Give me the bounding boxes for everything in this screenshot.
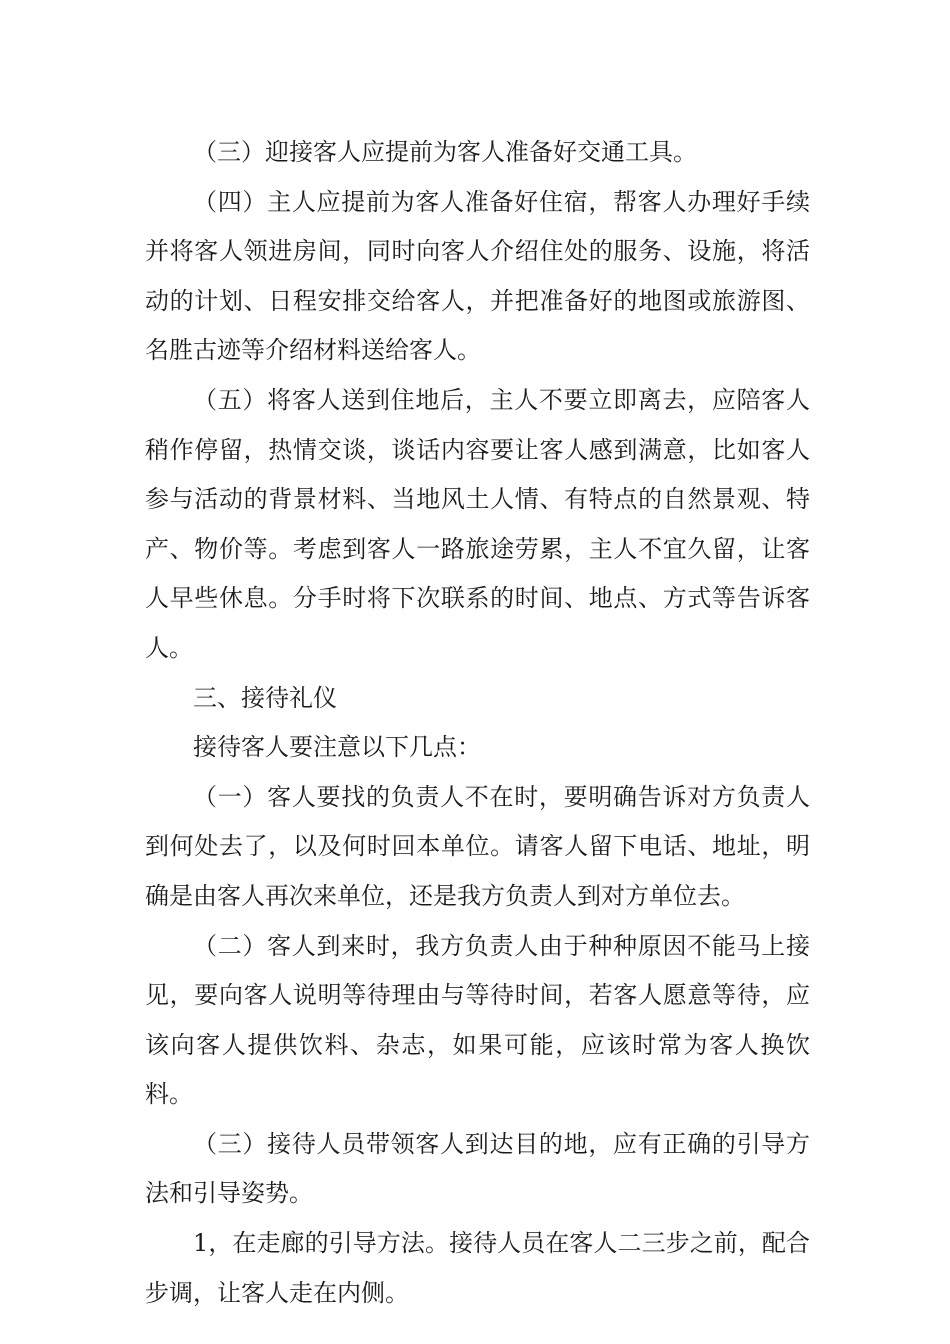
paragraph-stay-and-chat: （五）将客人送到住地后，主人不要立即离去，应陪客人稍作停留，热情交谈，谈话内容要让客人感到满意，比如客人参与活动的背景材料、当地风土人情、有特点的自然景观、特产、物价等。考虑到客人一路旅途劳累，主人不宜久留，让客人早些休息。分手时将下次联系的时间、地点、方式等告诉客人。 <box>145 385 810 662</box>
paragraph-accommodation: （四）主人应提前为客人准备好住宿，帮客人办理好手续并将客人领进房间，同时向客人介绍住处的服务、设施，将活动的计划、日程安排交给客人，并把准备好的地图或旅游图、名胜古迹等介绍材料送给客人。 <box>145 187 810 365</box>
paragraph-intro-points: 接待客人要注意以下几点： <box>193 733 481 762</box>
paragraph-point-1: （一）客人要找的负责人不在时，要明确告诉对方负责人到何处去了，以及何时回本单位。请客人留下电话、地址，明确是由客人再次来单位，还是我方负责人到对方单位去。 <box>145 782 810 910</box>
paragraph-transport: （三）迎接客人应提前为客人准备好交通工具。 <box>193 138 697 166</box>
paragraph-corridor-guidance: 1，在走廊的引导方法。接待人员在客人二三步之前，配合步调，让客人走在内侧。 <box>145 1229 810 1307</box>
paragraph-point-3: （三）接待人员带领客人到达目的地，应有正确的引导方法和引导姿势。 <box>145 1129 810 1208</box>
document-body <box>145 128 810 1318</box>
section-heading-reception-etiquette: 三、接待礼仪 <box>193 683 337 712</box>
paragraph-point-2: （二）客人到来时，我方负责人由于种种原因不能马上接见，要向客人说明等待理由与等待时间，若客人愿意等待，应该向客人提供饮料、杂志，如果可能，应该时常为客人换饮料。 <box>145 931 810 1109</box>
